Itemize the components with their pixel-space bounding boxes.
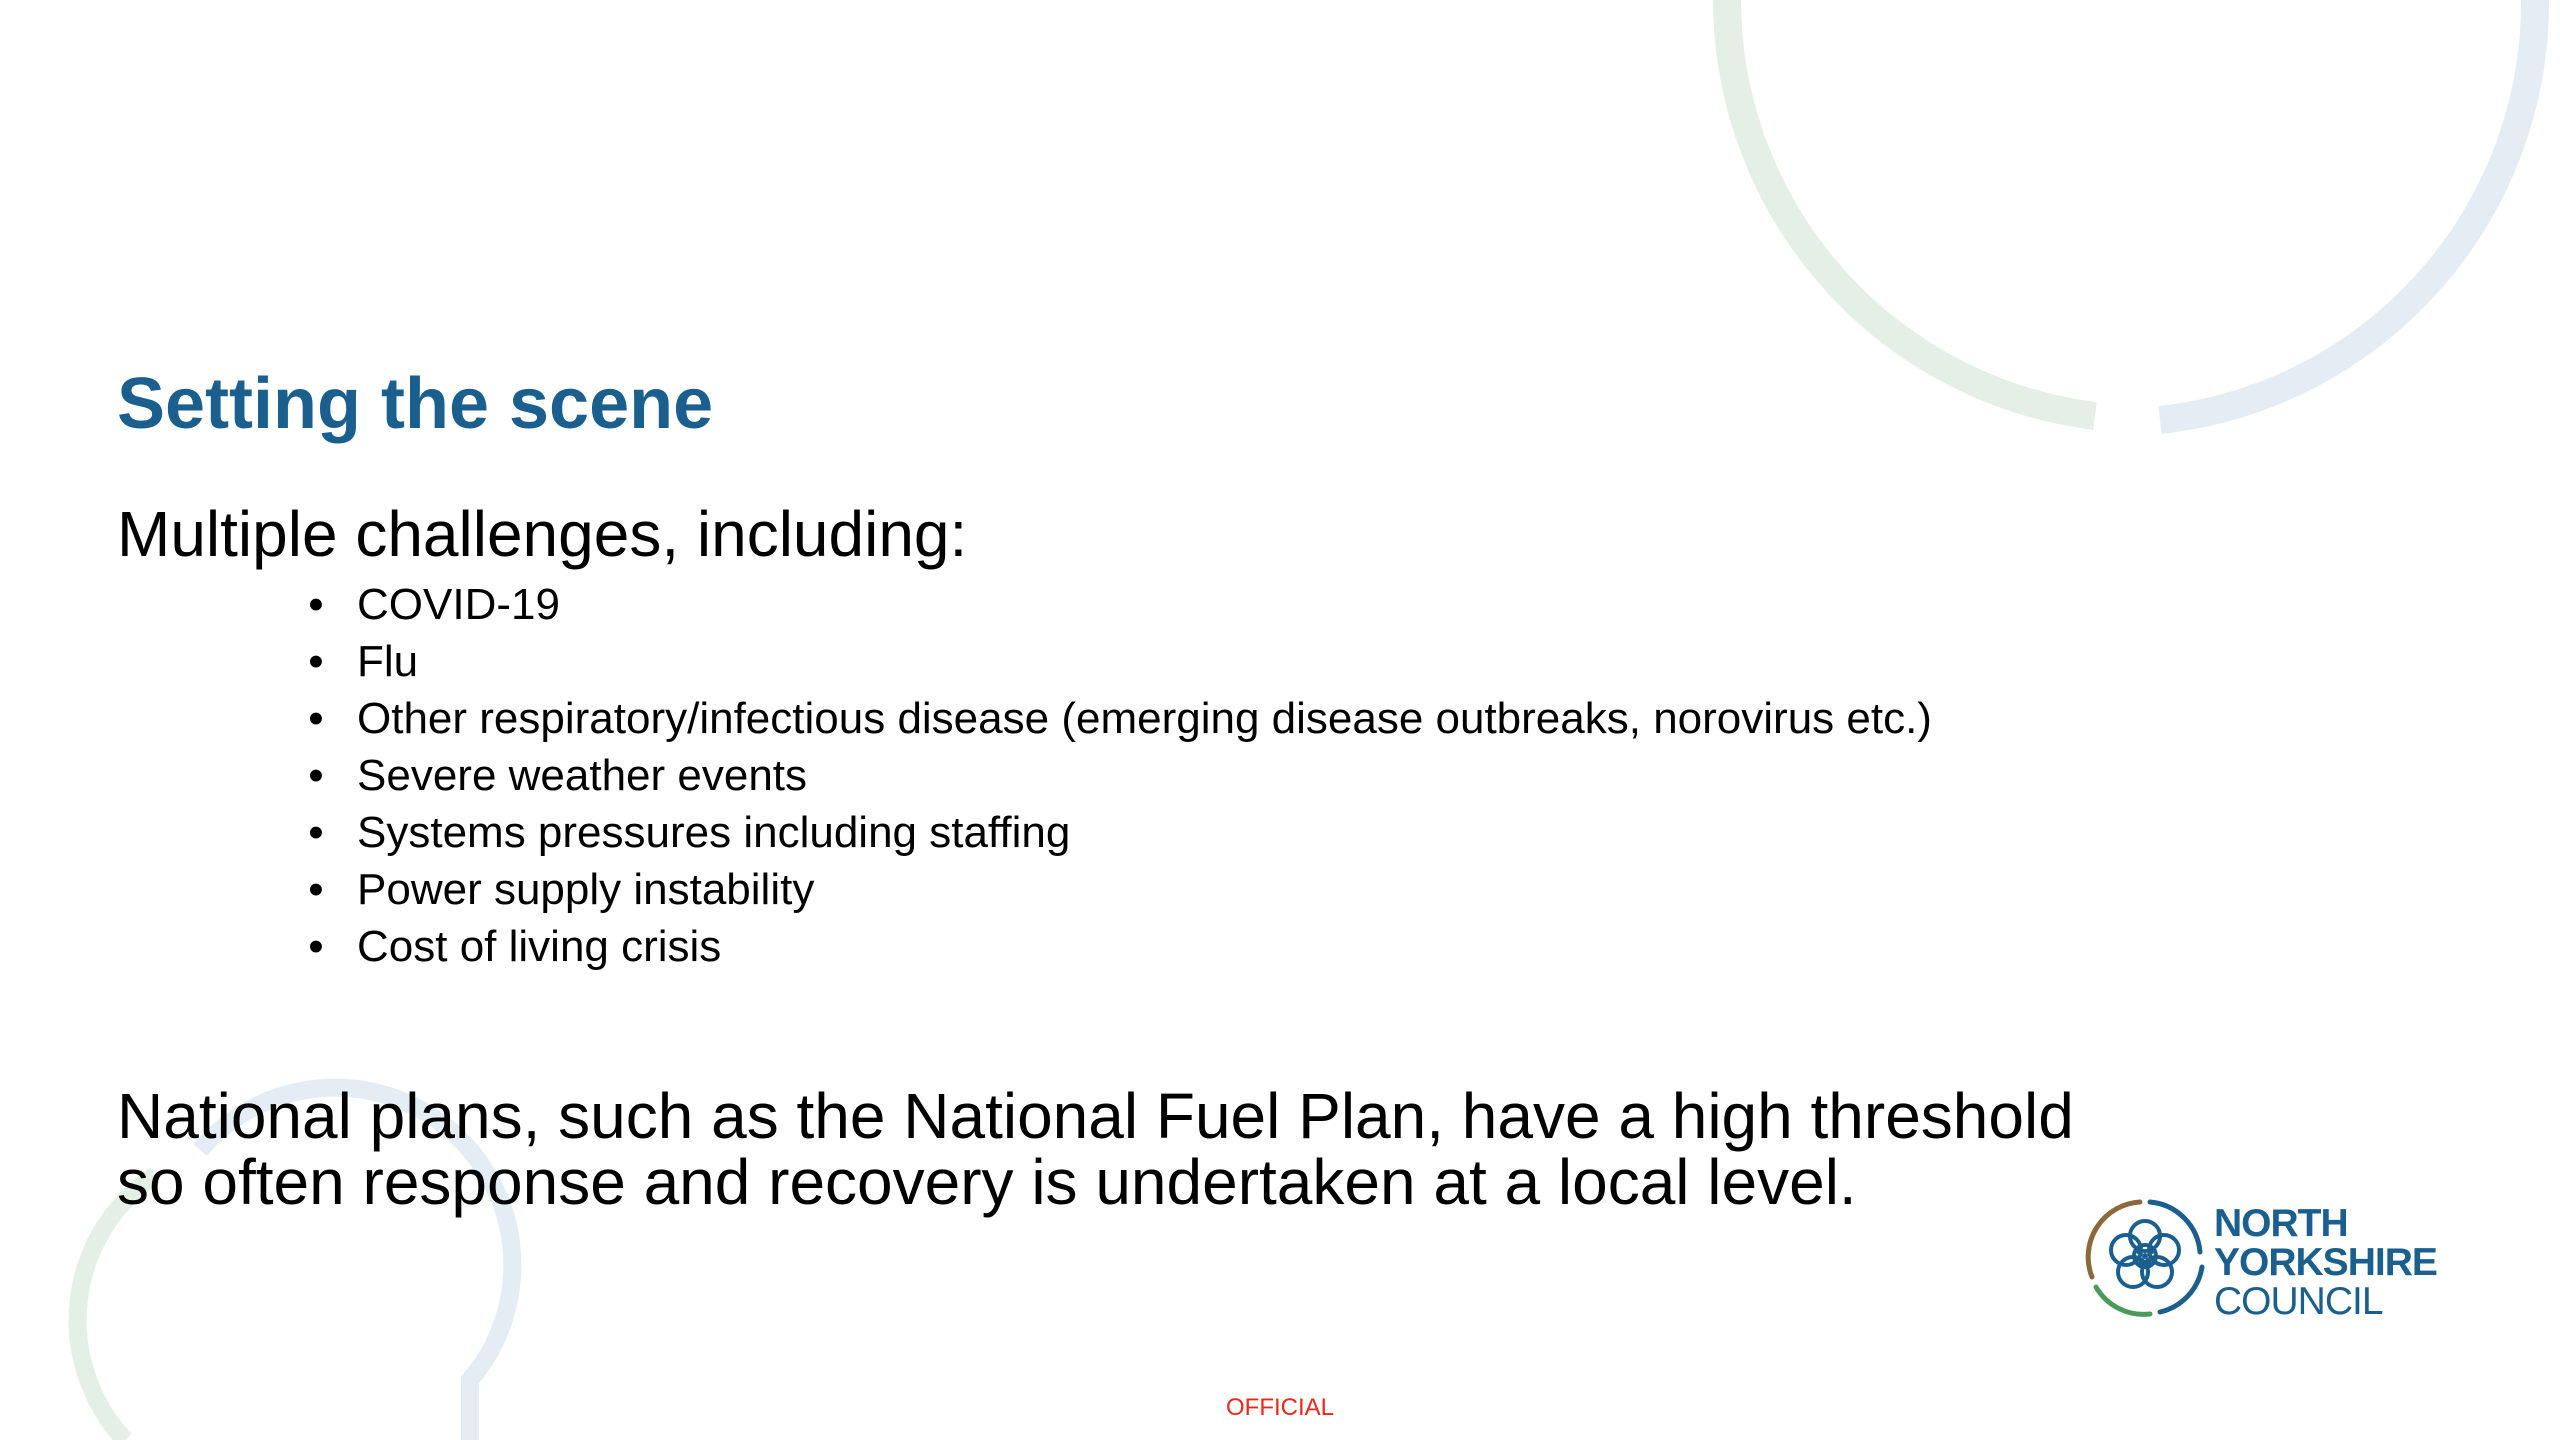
list-item-text: COVID-19 <box>357 580 560 629</box>
bullet-marker: • <box>308 751 324 800</box>
list-item-text: Flu <box>357 637 419 686</box>
list-item-text: Power supply instability <box>357 865 815 914</box>
white-rose-emblem-icon <box>2080 1192 2210 1322</box>
slide-title: Setting the scene <box>117 364 714 444</box>
closing-line-2: so often response and recovery is undertaken at a local level. <box>117 1146 1857 1218</box>
logo-wordmark <box>2214 1204 2437 1321</box>
bullet-marker: • <box>308 865 324 914</box>
top-right-ring-arc-blue <box>2160 0 2535 420</box>
official-classification-label: OFFICIAL <box>1225 1394 1334 1421</box>
list-item-text: Systems pressures including staffing <box>357 808 1071 857</box>
logo-line-north: NORTH <box>2214 1202 2348 1245</box>
list-item-text: Severe weather events <box>357 751 808 800</box>
intro-text: Multiple challenges, including: <box>117 498 968 570</box>
bullet-marker: • <box>308 694 324 743</box>
closing-line-1: National plans, such as the National Fuel Plan, have a high threshold <box>117 1080 2074 1152</box>
north-yorkshire-council-logo <box>2080 1192 2450 1322</box>
list-item-text: Cost of living crisis <box>357 922 722 971</box>
logo-line-council: COUNCIL <box>2214 1280 2383 1323</box>
logo-line-yorkshire: YORKSHIRE <box>2214 1241 2437 1284</box>
bullet-marker: • <box>308 808 324 857</box>
list-item-text: Other respiratory/infectious disease (emerging disease outbreaks, norovirus etc.) <box>357 694 1932 743</box>
bullet-marker: • <box>308 580 324 629</box>
top-right-ring-arc-green <box>1727 0 2095 416</box>
closing-statement <box>117 1080 2317 1218</box>
bullet-marker: • <box>308 922 324 971</box>
bullet-marker: • <box>308 637 324 686</box>
